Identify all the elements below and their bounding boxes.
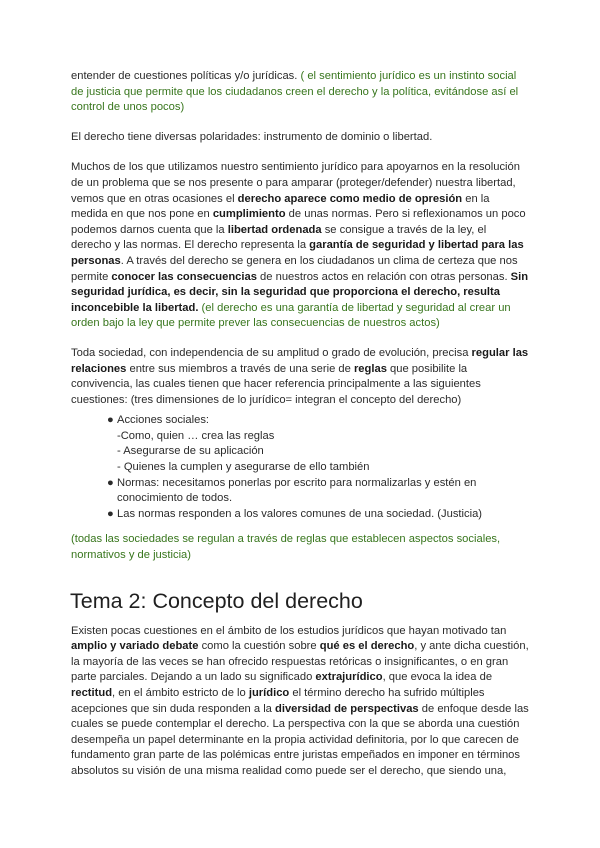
text-run: , en el ámbito estricto de lo — [112, 687, 249, 699]
list-item — [107, 476, 529, 507]
green-note: (todas las sociedades se regulan a través de reglas que establecen aspectos sociales, normativos y de justicia) — [71, 533, 501, 562]
list-item-text: Acciones sociales: — [117, 414, 210, 427]
green-note: (el derecho es una garantía de libertad y seguridad al crear un orden bajo la ley que permite prever las consecuencias de nuestros actos) — [71, 301, 511, 330]
section-heading: Tema 2: Concepto del derecho — [70, 588, 363, 613]
paragraph-concepto — [71, 624, 529, 780]
bold-run: amplio y variado debate — [71, 640, 199, 653]
bold-run: derecho aparece como medio de opresión — [237, 192, 463, 205]
text-run: de enfoque desde las cuales se puede contemplar el derecho. La perspectiva con la que se aborda una cuestión desempeña un papel determinante en la propia actividad definitoria, por lo que carecen de fundamento gran parte de las polémicas entre juristas empeñados en imponer en términos absolutos su visión de una misma realidad como puede ser el derecho, que siendo una, — [71, 702, 529, 777]
bold-run: conocer las consecuencias — [111, 270, 257, 283]
bold-run: jurídico — [248, 687, 290, 699]
list-item-text: Normas: necesitamos ponerlas por escrito para normalizarlas y estén en conocimiento de todos. — [117, 476, 477, 505]
bullet-icon: ● — [107, 476, 114, 489]
bold-run: reglas — [353, 362, 387, 375]
bold-run: rectitud — [71, 687, 113, 699]
sub-item-text: - Quienes la cumplen y asegurarse de ello también — [117, 461, 370, 474]
bullet-icon: ● — [107, 414, 114, 427]
list-item — [107, 413, 529, 475]
text-run: Existen pocas cuestiones en el ámbito de los estudios jurídicos que hayan motivado tan — [71, 624, 507, 637]
bullet-list — [71, 413, 529, 522]
bold-run: extrajurídico — [315, 671, 383, 684]
paragraph-sentimiento-juridico — [71, 69, 529, 116]
text-run: entre sus miembros a través de una serie de — [126, 362, 354, 375]
bullet-icon: ● — [107, 507, 114, 520]
paragraph-green-summary — [71, 532, 529, 563]
text-run: de nuestros actos en relación con otras personas. — [256, 270, 511, 283]
bold-run: regular las relaciones — [71, 346, 529, 375]
text-run: El derecho tiene diversas polaridades: instrumento de dominio o libertad. — [71, 130, 433, 143]
text-run: , y ante dicha cuestión, la mayoría de las veces se han ofrecido respuestas retóricas o insignificantes, o en gran parte parciales. Dejando a un lado su significado — [71, 640, 529, 684]
text-run: Muchos de los que utilizamos nuestro sentimiento jurídico para apoyarnos en la resolución de un problema que se nos presente o para amparar (proteger/defender) nuestra libertad, vemos que en otras ocasiones el — [71, 161, 520, 205]
text-run: el término derecho ha sufrido múltiples acepciones que sin duda responden a la — [71, 687, 485, 715]
paragraph-libertad — [71, 160, 529, 332]
bold-run: Sin seguridad jurídica, es decir, sin la seguridad que proporciona el derecho, resulta inconcebible la libertad. — [71, 270, 529, 314]
list-item-text: Las normas responden a los valores comunes de una sociedad. (Justicia) — [117, 507, 483, 520]
sub-item-text: -Como, quien … crea las reglas — [117, 429, 275, 442]
text-run: en la medida en que nos pone en — [71, 192, 490, 221]
document-body — [71, 69, 529, 780]
text-run: . A través del derecho se genera en los ciudadanos un clima de certeza que nos permite — [71, 254, 518, 283]
text-run: de unas normas. Pero si reflexionamos un poco podemos darnos cuenta que la — [71, 208, 526, 236]
green-note: ( el sentimiento jurídico es un instinto social de justicia que permite que los ciudadanos creen el derecho y la política, evitándose así el control de unos pocos) — [71, 70, 519, 114]
text-run: como la cuestión sobre — [198, 640, 320, 653]
bold-run: qué es el derecho — [319, 640, 415, 653]
bold-run: diversidad de perspectivas — [275, 702, 419, 715]
text-run: se consigue a través de la ley, el derecho y las normas. El derecho representa la — [71, 223, 487, 252]
bold-run: garantía de seguridad y libertad para las personas — [71, 239, 524, 267]
bold-run: cumplimiento — [212, 208, 286, 221]
paragraph-sociedad — [71, 346, 529, 408]
text-run: que posibilite la convivencia, las cuales tienen que hacer referencia principalmente a las siguientes cuestiones: (tres dimensiones de lo jurídico= integran el concepto del derecho) — [71, 362, 481, 406]
text-run: Toda sociedad, con independencia de su amplitud o grado de evolución, precisa — [71, 346, 472, 359]
text-run: , que evoca la idea de — [382, 671, 493, 684]
text-run: entender de cuestiones políticas y/o jurídicas. — [71, 70, 298, 82]
bold-run: libertad ordenada — [227, 223, 322, 236]
sub-item-text: - Asegurarse de su aplicación — [117, 445, 264, 458]
list-item — [107, 507, 529, 523]
paragraph-polaridades — [71, 130, 529, 146]
